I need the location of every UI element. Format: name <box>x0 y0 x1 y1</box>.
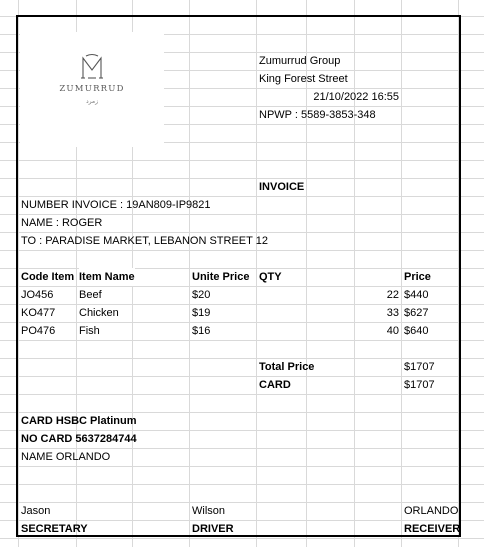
driver-role: DRIVER <box>192 523 234 535</box>
row-code: JO456 <box>21 289 54 301</box>
invoice-number: NUMBER INVOICE : 19AN809-IP9821 <box>21 199 211 211</box>
header-price: Price <box>404 271 431 283</box>
row-code: KO477 <box>21 307 56 319</box>
logo-arabic-text: زمرد <box>85 98 99 105</box>
company-street: King Forest Street <box>259 73 348 85</box>
invoice-recipient: TO : PARADISE MARKET, LEBANON STREET 12 <box>21 235 268 247</box>
header-item-name: Item Name <box>79 268 135 286</box>
row-qty: 22 <box>386 289 399 301</box>
card-label: CARD <box>259 379 291 391</box>
invoice-datetime: 21/10/2022 16:55 <box>313 91 399 103</box>
row-price: $640 <box>404 325 429 337</box>
company-npwp: NPWP : 5589-3853-348 <box>259 109 376 121</box>
row-item-name: Chicken <box>79 307 119 319</box>
card-value: $1707 <box>404 379 435 391</box>
row-price: $440 <box>404 289 429 301</box>
header-code-item: Code Item <box>21 271 75 283</box>
row-item-name: Beef <box>79 289 102 301</box>
logo-text: ZUMURRUD <box>59 84 125 94</box>
row-qty: 33 <box>386 307 399 319</box>
row-unit-price: $19 <box>192 307 211 319</box>
total-price-value: $1707 <box>404 361 435 373</box>
zumurrud-monogram-icon <box>77 52 107 82</box>
customer-name: NAME : ROGER <box>21 217 103 229</box>
company-logo <box>20 32 164 147</box>
payment-card: CARD HSBC Platinum <box>21 415 137 427</box>
secretary-name: Jason <box>21 505 51 517</box>
receiver-role: RECEIVER <box>404 523 461 535</box>
secretary-role: SECRETARY <box>21 523 88 535</box>
company-name: Zumurrud Group <box>259 55 341 67</box>
receiver-name: ORLANDO <box>404 505 459 517</box>
row-item-name: Fish <box>79 325 100 337</box>
payment-card-name: NAME ORLANDO <box>21 451 111 463</box>
driver-name: Wilson <box>192 505 226 517</box>
invoice-title: INVOICE <box>259 181 305 193</box>
row-unit-price: $16 <box>192 325 211 337</box>
row-code: PO476 <box>21 325 56 337</box>
header-qty: QTY <box>259 271 282 283</box>
payment-card-number: NO CARD 5637284744 <box>21 433 137 445</box>
header-unit-price: Unite Price <box>192 271 250 283</box>
row-price: $627 <box>404 307 429 319</box>
total-price-label: Total Price <box>259 361 315 373</box>
row-unit-price: $20 <box>192 289 211 301</box>
row-qty: 40 <box>386 325 399 337</box>
